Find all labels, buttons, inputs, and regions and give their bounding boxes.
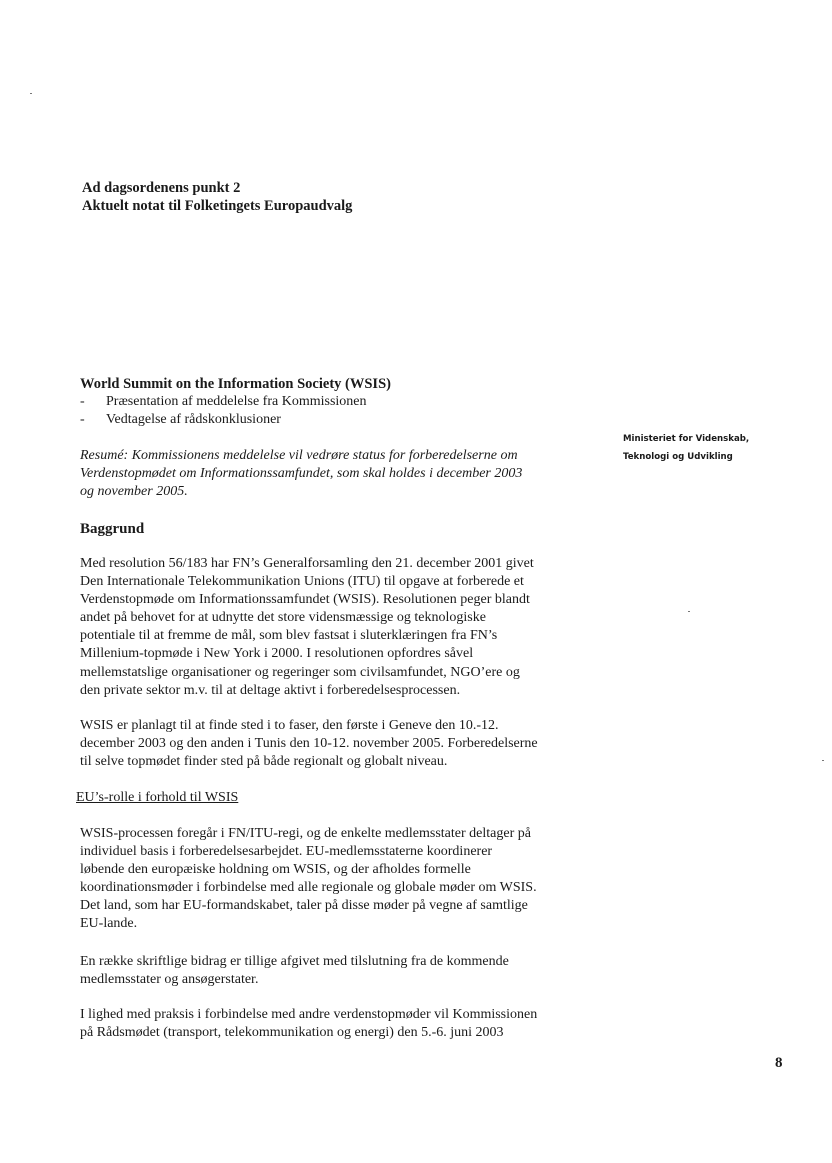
paragraph-eu-role	[80, 825, 600, 934]
resume-line: Resumé: Kommissionens meddelelse vil vedrøre status for forberedelserne om	[80, 448, 518, 463]
ministry-line: Ministeriet for Videnskab,	[623, 434, 750, 444]
subheading: EU’s-rolle i forhold til WSIS	[76, 790, 239, 805]
text-line: EU-lande.	[80, 916, 138, 932]
scan-speck	[30, 93, 32, 94]
text-line: WSIS er planlagt til at finde sted i to faser, den første i Geneve den 10.-12.	[80, 718, 499, 733]
section-heading: Baggrund	[80, 521, 145, 537]
text-line: En række skriftlige bidrag er tillige afgivet med tilslutning fra de kommende	[80, 954, 509, 969]
bullet-dash: -	[80, 412, 85, 427]
paragraph-commission	[80, 1006, 600, 1042]
text-line: WSIS-processen foregår i FN/ITU-regi, og de enkelte medlemsstater deltager på	[80, 826, 531, 841]
text-line: potentiale til at fremme de mål, som blev fastsat i sluterklæringen fra FN’s	[80, 628, 498, 644]
agenda-header	[82, 179, 352, 215]
ministry-label	[623, 430, 823, 466]
text-line: til selve topmødet finder sted på både regionalt og globalt niveau.	[80, 754, 448, 770]
text-line: andet på behovet for at udnytte det store vidensmæssige og teknologiske	[80, 610, 486, 626]
resume-line: Verdenstopmødet om Informationssamfundet, som skal holdes i december 2003	[80, 466, 523, 481]
resume	[80, 447, 590, 501]
bullet-item	[80, 393, 500, 410]
paragraph-background	[80, 555, 600, 700]
paragraph-contributions	[80, 953, 600, 989]
text-line: koordinationsmøder i forbindelse med alle regionale og globale møder om WSIS.	[80, 880, 537, 896]
text-line: december 2003 og den anden i Tunis den 10-12. november 2005. Forberedelserne	[80, 736, 538, 752]
ministry-line: Teknologi og Udvikling	[623, 452, 733, 462]
agenda-item-line: Ad dagsordenens punkt 2	[82, 180, 241, 196]
bullet-item	[80, 411, 500, 428]
document-title: World Summit on the Information Society (WSIS)	[80, 376, 391, 392]
bullet-text: Præsentation af meddelelse fra Kommissionen	[106, 394, 367, 409]
text-line: Med resolution 56/183 har FN’s Generalforsamling den 21. december 2001 givet	[80, 556, 534, 571]
paragraph-phases	[80, 717, 600, 771]
text-line: Verdenstopmøde om Informationssamfundet (WSIS). Resolutionen peger blandt	[80, 592, 530, 608]
text-line: Den Internationale Telekommunikation Unions (ITU) til opgave at forberede et	[80, 574, 524, 590]
text-line: I lighed med praksis i forbindelse med andre verdenstopmøder vil Kommissionen	[80, 1007, 538, 1022]
text-line: mellemstatslige organisationer og regeringer som civilsamfundet, NGO’ere og	[80, 664, 520, 680]
memo-title-line: Aktuelt notat til Folketingets Europaudvalg	[82, 198, 353, 214]
text-line: på Rådsmødet (transport, telekommunikation og energi) den 5.-6. juni 2003	[80, 1025, 504, 1041]
text-line: Millenium-topmøde i New York i 2000. I resolutionen opfordres såvel	[80, 646, 474, 662]
text-line: løbende den europæiske holdning om WSIS, og der afholdes formelle	[80, 862, 471, 878]
page-number: 8	[775, 1055, 783, 1071]
scan-speck	[688, 611, 690, 612]
bullet-dash: -	[80, 394, 85, 409]
scan-speck	[822, 760, 824, 761]
text-line: Det land, som har EU-formandskabet, taler på disse møder på vegne af samtlige	[80, 898, 528, 914]
text-line: den private sektor m.v. til at deltage aktivt i forberedelsesprocessen.	[80, 682, 461, 698]
resume-line: og november 2005.	[80, 484, 188, 499]
text-line: individuel basis i forberedelsesarbejdet. EU-medlemsstaterne koordinerer	[80, 844, 493, 860]
bullet-text: Vedtagelse af rådskonklusioner	[106, 412, 281, 427]
text-line: medlemsstater og ansøgerstater.	[80, 972, 259, 988]
